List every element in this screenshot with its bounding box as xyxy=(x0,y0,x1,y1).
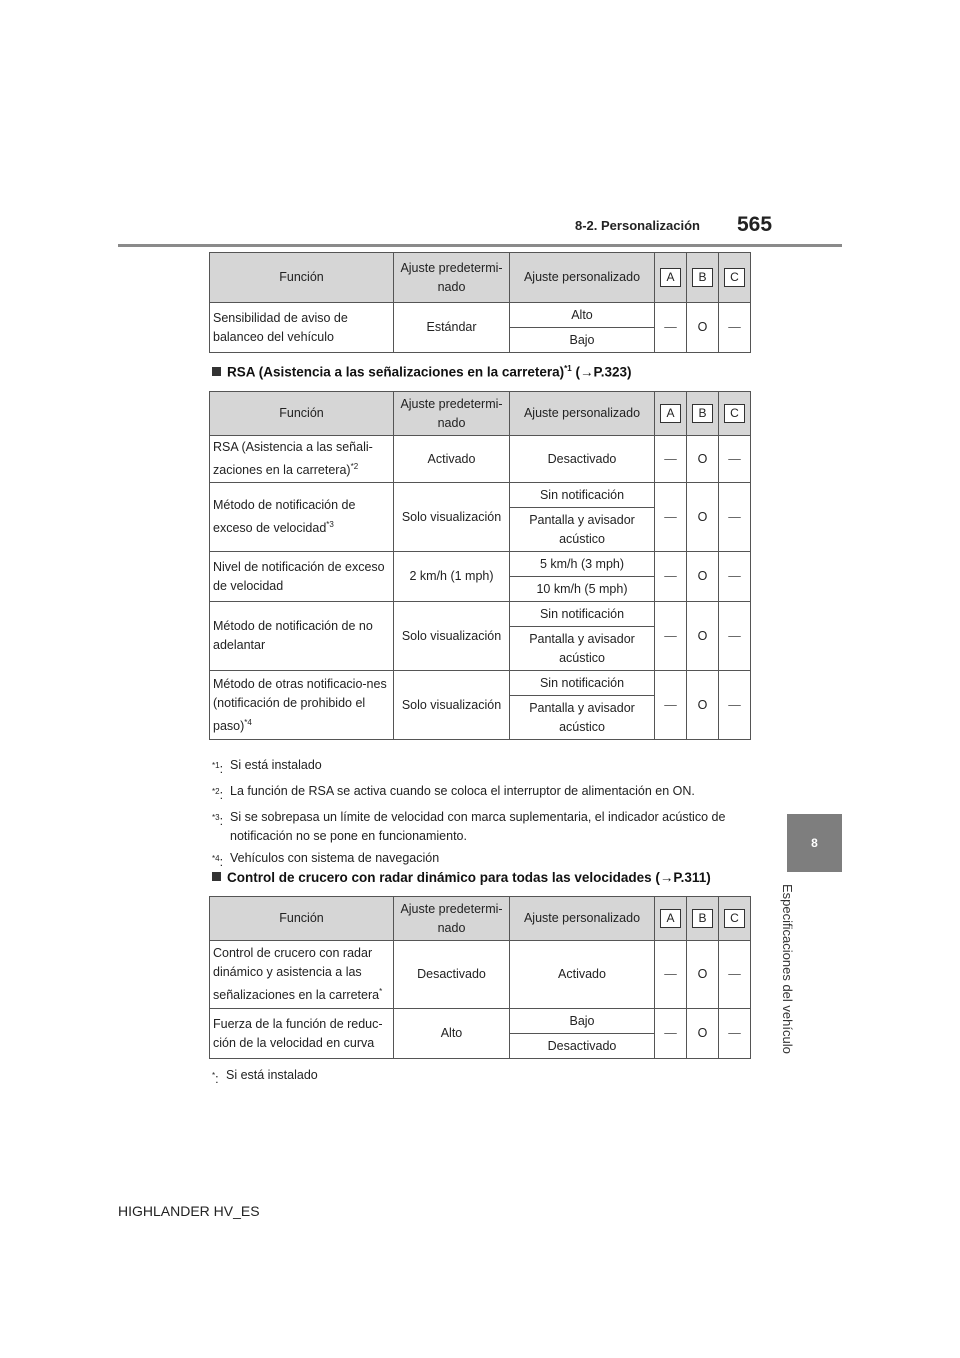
table-row xyxy=(210,483,751,508)
col-function: Función xyxy=(210,253,394,303)
default-cell: Alto xyxy=(394,1009,510,1059)
c-cell: — xyxy=(719,671,751,740)
col-default: Ajuste predetermi-nado xyxy=(394,897,510,941)
chapter-title-text: Especificaciones del vehículo xyxy=(780,884,795,1054)
option-cell: Bajo xyxy=(510,328,655,353)
section-rsa-text: RSA (Asistencia a las señalizaciones en la carretera) xyxy=(227,364,565,380)
c-cell: — xyxy=(719,436,751,483)
option-cell: Activado xyxy=(510,941,655,1009)
col-custom: Ajuste personalizado xyxy=(510,253,655,303)
a-cell: — xyxy=(655,483,687,552)
default-cell: Estándar xyxy=(394,303,510,353)
footnote-key: * xyxy=(212,1071,216,1080)
default-cell: Solo visualización xyxy=(394,602,510,671)
footnote-text: Si se sobrepasa un límite de velocidad con marca suplementaria, el indicador acústico de notificación no se pone en funcionamiento. xyxy=(230,810,726,844)
c-cell: — xyxy=(719,303,751,353)
option-cell: Pantalla y avisador acústico xyxy=(510,696,655,740)
a-cell: — xyxy=(655,552,687,602)
option-cell: 5 km/h (3 mph) xyxy=(510,552,655,577)
function-sup: *4 xyxy=(244,717,252,727)
footnote-key: *3 xyxy=(212,813,220,823)
section-rsa-ref[interactable]: (→P.323) xyxy=(575,364,632,380)
function-sup: * xyxy=(379,986,383,996)
option-cell: Desactivado xyxy=(510,436,655,483)
function-cell: Sensibilidad de aviso de balanceo del vehículo xyxy=(210,303,394,353)
function-cell xyxy=(210,941,394,1009)
option-cell: Pantalla y avisador acústico xyxy=(510,508,655,552)
a-label: A xyxy=(660,909,681,928)
footnotes-acc xyxy=(212,1066,742,1089)
option-cell: 10 km/h (5 mph) xyxy=(510,577,655,602)
section-acc-ref[interactable]: (→P.311) xyxy=(655,870,711,885)
chapter-tab: 8 xyxy=(787,814,842,872)
function-text: Método de notificación de exceso de velocidad xyxy=(213,498,356,536)
b-cell: O xyxy=(687,552,719,602)
footnote-key: *4 xyxy=(212,854,220,864)
c-cell: — xyxy=(719,1009,751,1059)
col-b xyxy=(687,897,719,941)
square-bullet-icon xyxy=(212,367,221,376)
section-header: 8-2. Personalización xyxy=(575,218,700,233)
col-default: Ajuste predetermi-nado xyxy=(394,392,510,436)
page-number: 565 xyxy=(737,213,773,236)
c-cell: — xyxy=(719,602,751,671)
option-cell: Sin notificación xyxy=(510,671,655,696)
chapter-title xyxy=(780,884,818,1084)
section-acc-text: Control de crucero con radar dinámico para todas las velocidades xyxy=(227,870,652,885)
option-cell: Bajo xyxy=(510,1009,655,1034)
c-cell: — xyxy=(719,483,751,552)
col-a xyxy=(655,253,687,303)
footnote: $^{*3}$: Si se sobrepasa un límite de velocidad con marca suplementaria, el indicador acústico de notificación no se pone en funcionamiento. xyxy=(212,808,742,846)
col-function: Función xyxy=(210,897,394,941)
default-cell: Solo visualización xyxy=(394,671,510,740)
function-text: RSA (Asistencia a las señali-zaciones en la carretera) xyxy=(213,440,373,478)
table-row xyxy=(210,303,751,328)
footnote-text: Si está instalado xyxy=(230,758,322,772)
c-label: C xyxy=(724,268,745,287)
option-cell: Pantalla y avisador acústico xyxy=(510,627,655,671)
table-header-row xyxy=(210,897,751,941)
c-cell: — xyxy=(719,552,751,602)
default-cell: Desactivado xyxy=(394,941,510,1009)
col-c xyxy=(719,897,751,941)
header-rule xyxy=(118,244,842,247)
function-cell xyxy=(210,671,394,740)
col-custom: Ajuste personalizado xyxy=(510,392,655,436)
col-b xyxy=(687,253,719,303)
a-cell: — xyxy=(655,602,687,671)
section-rsa-sup: *1 xyxy=(564,364,572,373)
b-label: B xyxy=(692,404,713,423)
footnote: *: Si está instalado xyxy=(212,1066,742,1089)
section-rsa-title xyxy=(212,364,632,380)
table-header-row xyxy=(210,392,751,436)
col-default: Ajuste predetermi-nado xyxy=(394,253,510,303)
function-sup: *2 xyxy=(350,462,359,471)
table-row xyxy=(210,941,751,1009)
a-cell: — xyxy=(655,671,687,740)
b-cell: O xyxy=(687,671,719,740)
footnote-text: Vehículos con sistema de navegación xyxy=(230,851,440,866)
table-row xyxy=(210,552,751,577)
a-cell: — xyxy=(655,303,687,353)
b-cell: O xyxy=(687,483,719,552)
function-cell: Método de notificación de no adelantar xyxy=(210,602,394,671)
a-cell: — xyxy=(655,436,687,483)
function-text: Método de otras notificacio-nes (notificación de prohibido el paso) xyxy=(213,676,387,733)
square-bullet-icon xyxy=(212,872,221,881)
b-cell: O xyxy=(687,303,719,353)
table-row xyxy=(210,602,751,627)
a-label: A xyxy=(660,268,681,287)
a-cell: — xyxy=(655,1009,687,1059)
col-c xyxy=(719,392,751,436)
footnote: $^{*1}$: Si está instalado xyxy=(212,756,742,779)
default-cell: Solo visualización xyxy=(394,483,510,552)
footnote-text: La función de RSA se activa cuando se coloca el interruptor de alimentación en ON. xyxy=(230,784,695,799)
footnote-key: *2 xyxy=(212,787,220,797)
function-sup: *3 xyxy=(326,520,334,530)
function-text: Control de crucero con radar dinámico y asistencia a las señalizaciones en la carretera xyxy=(213,945,380,1003)
a-label: A xyxy=(660,404,681,423)
table-acc xyxy=(209,896,751,1059)
col-a xyxy=(655,392,687,436)
col-c xyxy=(719,253,751,303)
col-function: Función xyxy=(210,392,394,436)
option-cell: Sin notificación xyxy=(510,483,655,508)
section-acc-title xyxy=(212,870,711,885)
footnotes-rsa xyxy=(212,756,742,872)
table-header-row xyxy=(210,253,751,303)
option-cell: Sin notificación xyxy=(510,602,655,627)
c-label: C xyxy=(724,404,745,423)
b-cell: O xyxy=(687,941,719,1009)
default-cell: 2 km/h (1 mph) xyxy=(394,552,510,602)
table-row xyxy=(210,436,751,483)
footnote: $^{*4}$: Vehículos con sistema de navegación xyxy=(212,849,742,872)
footer-model: HIGHLANDER HV_ES xyxy=(118,1203,260,1219)
option-cell: Desactivado xyxy=(510,1034,655,1059)
b-label: B xyxy=(692,909,713,928)
table-row xyxy=(210,1009,751,1034)
option-cell: Alto xyxy=(510,303,655,328)
table-row xyxy=(210,671,751,696)
function-cell: Nivel de notificación de exceso de velocidad xyxy=(210,552,394,602)
function-cell xyxy=(210,436,394,483)
footnote-key: *1 xyxy=(212,761,220,770)
function-cell: Fuerza de la función de reduc-ción de la velocidad en curva xyxy=(210,1009,394,1059)
col-a xyxy=(655,897,687,941)
function-cell xyxy=(210,483,394,552)
footnote-text: Si está instalado xyxy=(226,1068,318,1082)
c-cell: — xyxy=(719,941,751,1009)
col-custom: Ajuste personalizado xyxy=(510,897,655,941)
default-cell: Activado xyxy=(394,436,510,483)
b-cell: O xyxy=(687,436,719,483)
table-rsa xyxy=(209,391,751,740)
b-cell: O xyxy=(687,602,719,671)
b-label: B xyxy=(692,268,713,287)
col-b xyxy=(687,392,719,436)
a-cell: — xyxy=(655,941,687,1009)
c-label: C xyxy=(724,909,745,928)
footnote: $^{*2}$: La función de RSA se activa cuando se coloca el interruptor de alimentación en ON. xyxy=(212,782,742,805)
b-cell: O xyxy=(687,1009,719,1059)
table-vehicle-sway xyxy=(209,252,751,353)
